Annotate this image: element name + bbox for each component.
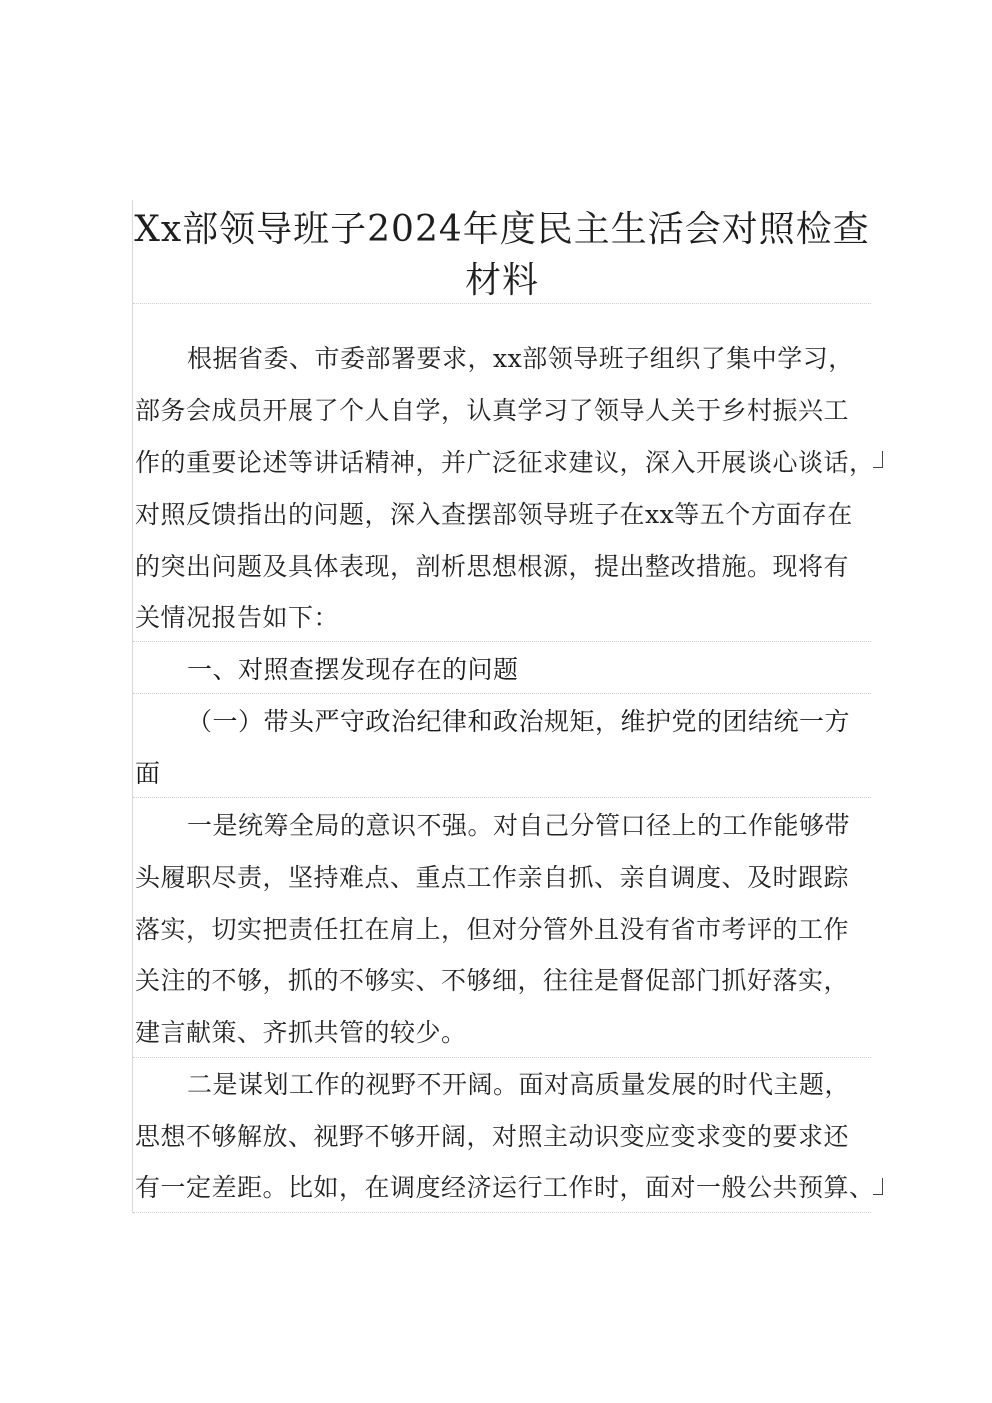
document-content	[132, 200, 875, 1213]
divider	[133, 303, 871, 304]
paragraph-1-line-4: 对照反馈指出的问题，深入查摆部领导班子在xx等五个方面存在	[135, 500, 853, 529]
divider	[133, 797, 871, 798]
paragraph-1-line-1: 根据省委、市委部署要求，xx部领导班子组织了集中学习，	[187, 344, 854, 373]
paragraph-2-line-1: 一是统筹全局的意识不强。对自己分管口径上的工作能够带	[187, 811, 851, 840]
document-title-line-2: 材料	[464, 260, 539, 301]
paragraph-3-line-2: 思想不够解放、视野不够开阔，对照主动识变应变求变的要求还	[135, 1122, 850, 1151]
paragraph-1-line-6: 关情况报告如下：	[135, 603, 340, 632]
paragraph-2-line-4: 关注的不够，抓的不够实、不够细，往往是督促部门抓好落实，	[135, 966, 850, 995]
corner-mark	[873, 1178, 883, 1195]
subsection-heading-line-1: （一）带头严守政治纪律和政治规矩，维护党的团结统一方	[187, 707, 851, 736]
section-heading: 一、对照查摆发现存在的问题	[187, 655, 519, 684]
divider	[133, 641, 871, 642]
document-title-line-1: Xx部领导班子2024年度民主生活会对照检查	[134, 209, 870, 250]
paragraph-2-line-3: 落实，切实把责任扛在肩上，但对分管外且没有省市考评的工作	[135, 915, 850, 944]
divider	[133, 1057, 871, 1058]
divider	[133, 1212, 871, 1213]
paragraph-1-line-2: 部务会成员开展了个人自学，认真学习了领导人关于乡村振兴工	[135, 396, 850, 425]
divider	[133, 693, 871, 694]
paragraph-3-line-3: 有一定差距。比如，在调度经济运行工作时，面对一般公共预算、	[135, 1173, 875, 1202]
subsection-heading-line-2: 面	[135, 759, 161, 788]
paragraph-2-line-2: 头履职尽责，坚持难点、重点工作亲自抓、亲自调度、及时跟踪	[135, 863, 850, 892]
paragraph-2-line-5: 建言献策、齐抓共管的较少。	[135, 1018, 467, 1047]
paragraph-1-line-5: 的突出问题及具体表现，剖析思想根源，提出整改措施。现将有	[135, 552, 850, 581]
corner-mark	[873, 451, 883, 468]
paragraph-1-line-3: 作的重要论述等讲话精神，并广泛征求建议，深入开展谈心谈话，	[135, 448, 875, 477]
paragraph-3-line-1: 二是谋划工作的视野不开阔。面对高质量发展的时代主题，	[187, 1070, 851, 1099]
